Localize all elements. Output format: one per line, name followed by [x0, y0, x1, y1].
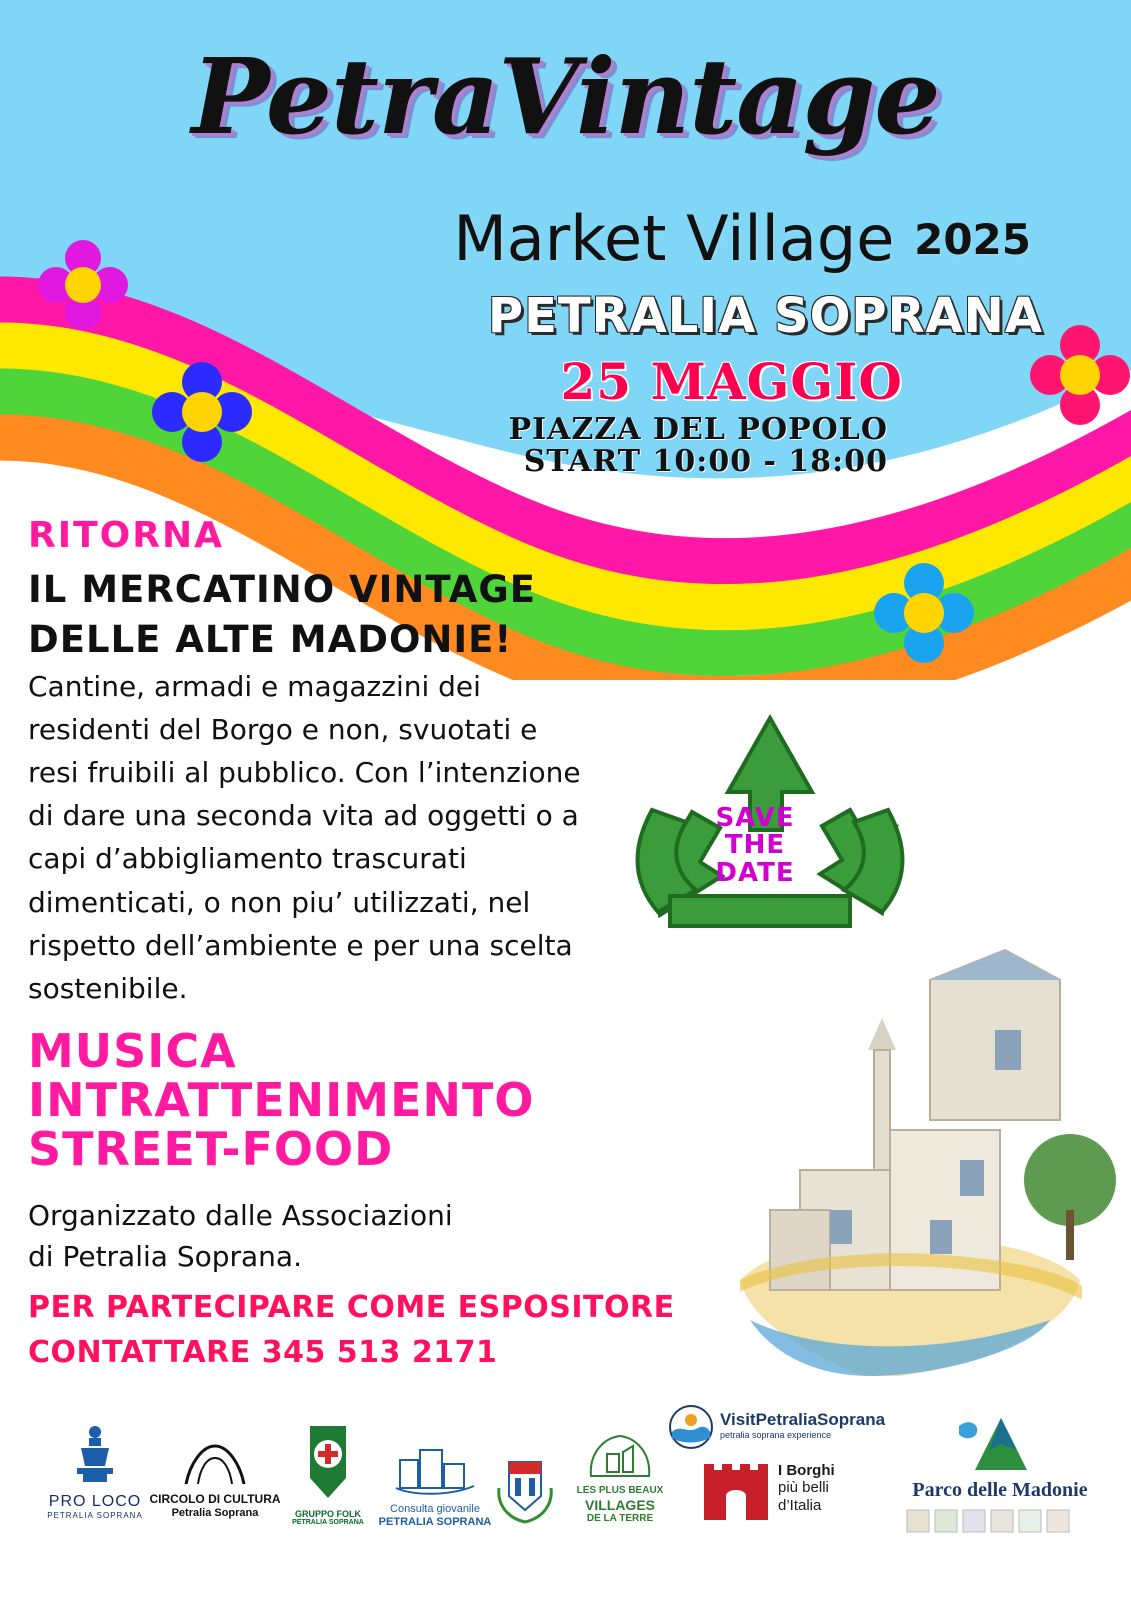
- visit-petralia-line-2: petralia soprana experience: [720, 1429, 832, 1440]
- villages-line-1: LES PLUS BEAUX: [576, 1485, 664, 1496]
- poster-town: PETRALIA SOPRANA: [487, 288, 1043, 344]
- poster-title: PetraVintage: [191, 35, 940, 158]
- parco-madonie-label: Parco delle Madonie: [912, 1479, 1088, 1501]
- organizers-line-1: Organizzato dalle Associazioni: [28, 1199, 453, 1232]
- gruppo-folk-line-1: GRUPPO FOLK: [294, 1509, 361, 1519]
- attraction-street-food: STREET-FOOD: [28, 1122, 394, 1177]
- circolo-line-2: Petralia Soprana: [171, 1506, 259, 1519]
- pro-loco-line-2: PETRALIA SOPRANA: [47, 1511, 143, 1521]
- villages-line-2: VILLAGES: [584, 1496, 655, 1513]
- footer-logos: [0, 1400, 1131, 1600]
- description-paragraph: Cantine, armadi e magazzini dei residenti del Borgo e non, svuotati e resi fruibili al pubblico. Con l’intenzione di dare una seconda vita ad oggetti o a capi d’abbigliamento trascurati dimenticati, o non piu’ utilizzati, nel rispetto dell’ambiente e per una scelta sostenibile.: [28, 670, 581, 1005]
- flower-icon-blue-left: [152, 362, 252, 462]
- town-illustration: [600, 920, 1120, 1380]
- save-the-date-badge: [700, 805, 810, 887]
- consulta-line-2: PETRALIA SOPRANA: [378, 1515, 492, 1528]
- organizers-line-2: di Petralia Soprana.: [28, 1239, 302, 1273]
- visit-petralia-line-1: VisitPetraliaSoprana: [720, 1410, 886, 1429]
- parco-partner-icons: [905, 1506, 1095, 1536]
- contact-block: [28, 1285, 675, 1375]
- villages-icon: [585, 1432, 655, 1480]
- consulta-line-1: Consulta giovanile: [390, 1503, 480, 1515]
- logo-parco-delle-madonie: [885, 1408, 1115, 1541]
- poster-subtitle-text: Market Village: [453, 202, 895, 275]
- logo-visit-petralia-soprana: [668, 1404, 888, 1450]
- logo-gruppo-folk: [283, 1420, 373, 1527]
- attraction-musica: MUSICA: [28, 1024, 237, 1078]
- pro-loco-icon: [65, 1422, 125, 1488]
- logo-borghi-piu-belli-italia: [700, 1460, 870, 1524]
- logo-consulta-giovanile: [375, 1438, 495, 1528]
- contact-line-1: PER PARTECIPARE COME ESPOSITORE: [28, 1290, 675, 1325]
- visit-petralia-icon: [668, 1404, 714, 1450]
- comune-stemma-icon: [485, 1448, 565, 1528]
- poster-date: 25 MAGGIO: [560, 352, 903, 411]
- circolo-di-cultura-icon: [180, 1440, 250, 1488]
- borghi-line-1: I Borghi: [778, 1462, 835, 1479]
- poster-subtitle: [453, 202, 1031, 275]
- logo-les-plus-beaux-villages: [565, 1432, 675, 1524]
- save-the-date-line-3: DATE: [715, 857, 795, 888]
- borghi-icon: [700, 1460, 772, 1524]
- save-the-date-line-1: SAVE: [715, 803, 795, 833]
- attraction-intrattenimento: INTRATTENIMENTO: [28, 1073, 535, 1128]
- circolo-line-1: CIRCOLO DI CULTURA: [149, 1492, 281, 1506]
- villages-line-3: DE LA TERRE: [586, 1512, 654, 1524]
- organizers-note: [28, 1196, 453, 1277]
- logo-circolo-di-cultura: [140, 1440, 290, 1519]
- headline-line-2: DELLE ALTE MADONIE!: [28, 617, 513, 661]
- poster-time: START 10:00 - 18:00: [523, 444, 888, 479]
- parco-madonie-icon: [945, 1408, 1055, 1474]
- flower-icon-magenta: [38, 240, 128, 330]
- flower-icon-pink-right: [1030, 325, 1130, 425]
- attractions-list: [28, 1024, 535, 1177]
- contact-line-2: CONTATTARE 345 513 2171: [28, 1335, 498, 1370]
- poster-place: PIAZZA DEL POPOLO: [508, 412, 888, 447]
- logo-comune-stemma: [485, 1448, 565, 1533]
- consulta-giovanile-icon: [390, 1438, 480, 1498]
- headline-line-1: IL MERCATINO VINTAGE: [28, 568, 537, 611]
- save-the-date-line-2: THE: [724, 830, 786, 861]
- headline: [28, 565, 536, 665]
- ritorna-label: RITORNA: [28, 515, 224, 556]
- gruppo-folk-icon: [298, 1420, 358, 1504]
- pro-loco-line-1: PRO LOCO: [48, 1493, 142, 1510]
- flower-icon-blue-right: [874, 563, 974, 663]
- gruppo-folk-line-2: PETRALIA SOPRANA: [292, 1519, 364, 1527]
- borghi-line-2: più belli: [778, 1479, 829, 1497]
- borghi-line-3: d’Italia: [778, 1496, 822, 1514]
- poster-year: 2025: [914, 215, 1031, 264]
